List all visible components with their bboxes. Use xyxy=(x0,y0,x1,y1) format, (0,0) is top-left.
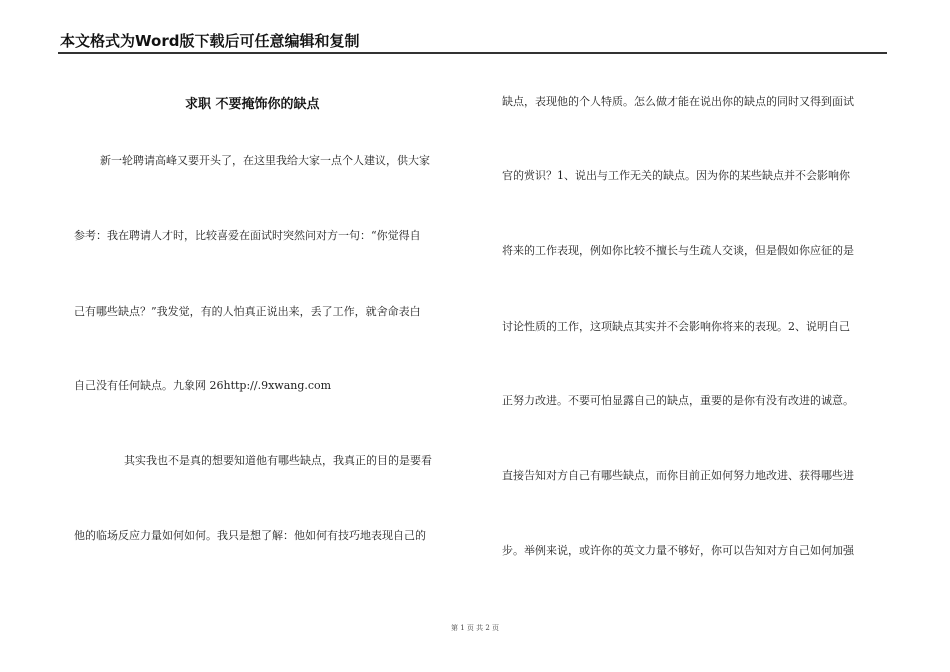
left-text-line: 其实我也不是真的想要知道他有哪些缺点，我真正的目的是要看 xyxy=(124,454,432,467)
header-divider xyxy=(58,52,887,54)
right-text-line: 讨论性质的工作，这项缺点其实并不会影响你将来的表现。2、说明自己 xyxy=(502,320,850,333)
left-text-line: 参考：我在聘请人才时，比较喜爱在面试时突然问对方一句：“你觉得自 xyxy=(74,229,421,242)
left-text-line: 他的临场反应力量如何如何。我只是想了解：他如何有技巧地表现自己的 xyxy=(74,529,426,542)
right-text-line: 缺点，表现他的个人特质。怎么做才能在说出你的缺点的同时又得到面试 xyxy=(502,95,854,108)
left-text-line: 己有哪些缺点？”我发觉，有的人怕真正说出来，丢了工作，就舍命表白 xyxy=(74,305,421,318)
right-text-line: 官的赏识？1、说出与工作无关的缺点。因为你的某些缺点并不会影响你 xyxy=(502,169,850,182)
header-title: 本文格式为Word版下载后可任意编辑和复制 xyxy=(60,32,360,50)
left-text-line: 新一轮聘请高峰又要开头了，在这里我给大家一点个人建议，供大家 xyxy=(100,154,430,167)
right-text-line: 步。举例来说，或许你的英文力量不够好，你可以告知对方自己如何加强 xyxy=(502,544,854,557)
page-number: 第 1 页 共 2 页 xyxy=(450,624,500,632)
document-title: 求职 不要掩饰你的缺点 xyxy=(185,97,320,112)
left-text-line: 自己没有任何缺点。九象网 26http://.9xwang.com xyxy=(74,379,332,392)
right-text-line: 直接告知对方自己有哪些缺点，而你目前正如何努力地改进、获得哪些进 xyxy=(502,469,854,482)
right-text-line: 正努力改进。不要可怕显露自己的缺点，重要的是你有没有改进的诚意。 xyxy=(502,394,854,407)
right-text-line: 将来的工作表现，例如你比较不擅长与生疏人交谈，但是假如你应征的是 xyxy=(502,244,854,257)
